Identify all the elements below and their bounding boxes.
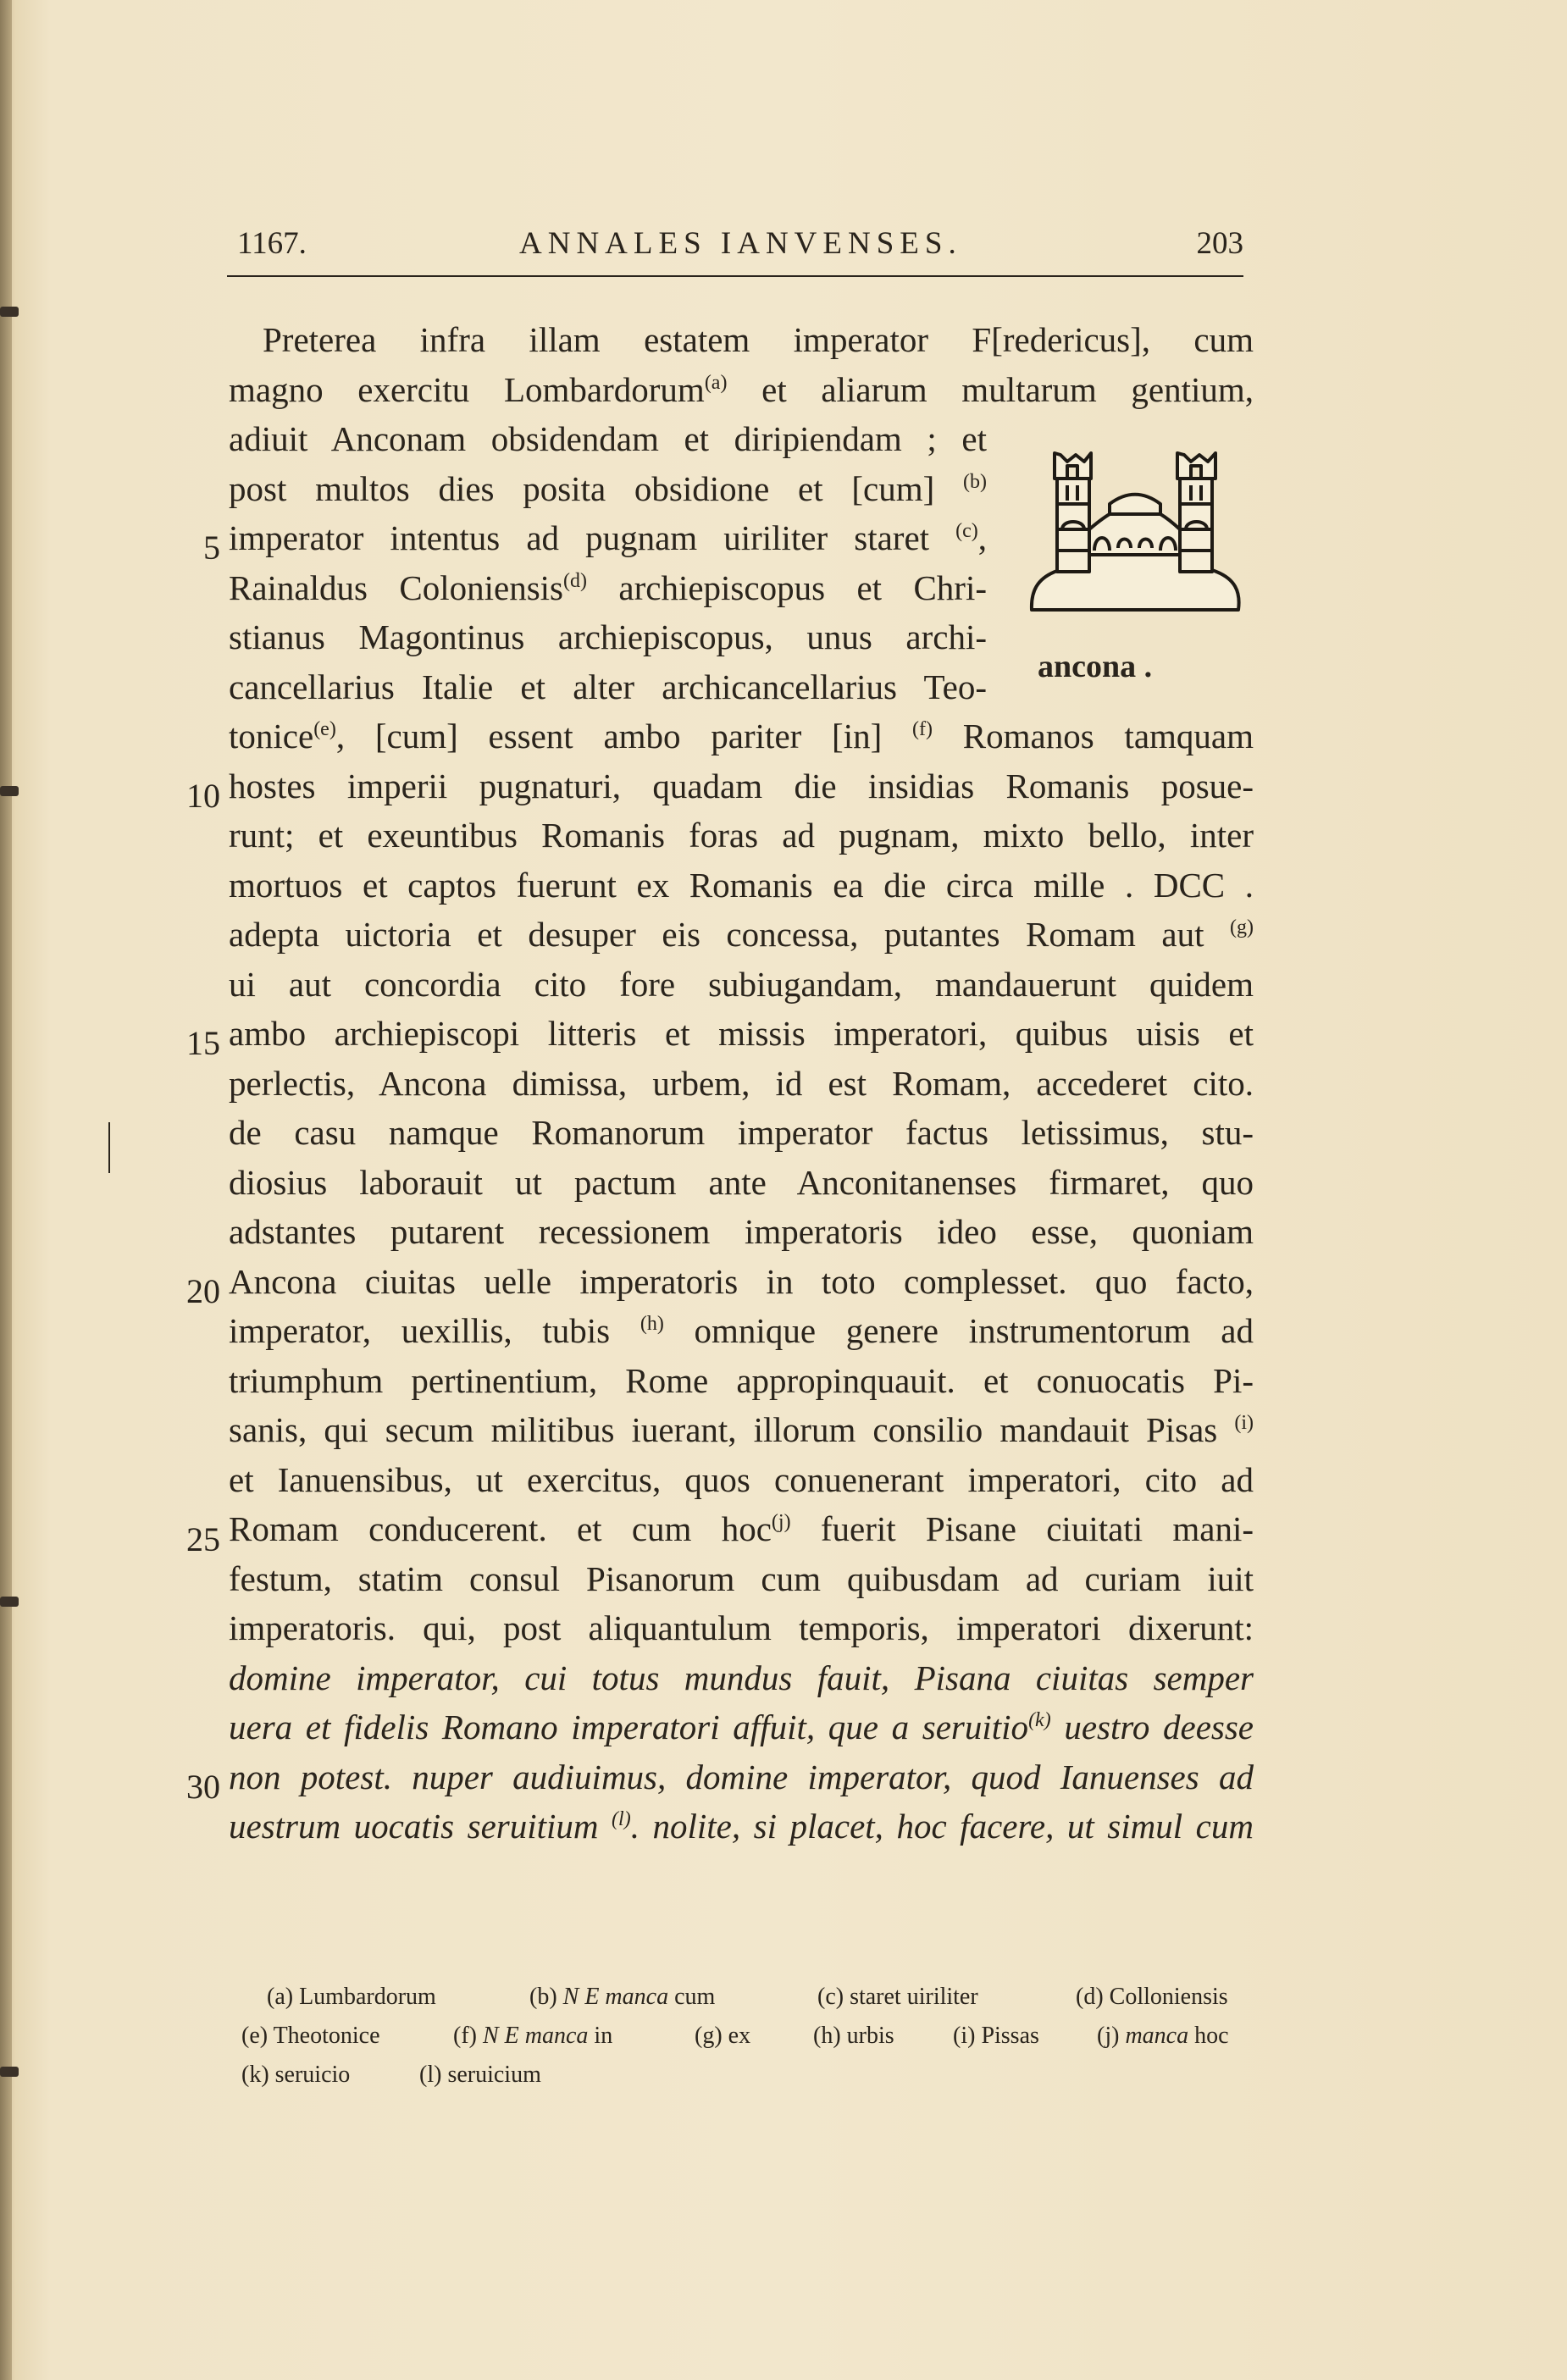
- line-number: 10: [186, 777, 220, 815]
- text-line: cancellarius Italie et alter archicancellarius Teo-: [229, 667, 987, 706]
- binding-stitch: [0, 1597, 19, 1607]
- footnote: (h) urbis: [813, 2023, 894, 2049]
- footnote: (i) Pissas: [953, 2023, 1039, 2049]
- page-binding: [0, 0, 12, 2380]
- footnote: (a) Lumbardorum: [267, 1984, 436, 2010]
- text-line: festum, statim consul Pisanorum cum quibusdam ad curiam iuit: [229, 1558, 1254, 1598]
- footnote: (j) manca hoc: [1097, 2023, 1229, 2049]
- footnote: (d) Colloniensis: [1076, 1984, 1228, 2010]
- note-mark: (g): [1230, 916, 1254, 938]
- text-line: imperator, uexillis, tubis $^{(h)}$ omnique genere instrumentorum ad: [229, 1311, 1254, 1350]
- text-line: ui aut concordia cito fore subiugandam, mandauerunt quidem: [229, 964, 1254, 1004]
- text-line: non potest. nuper audiuimus, domine imperator, quod Ianuenses ad: [229, 1757, 1254, 1796]
- note-mark: (e): [313, 718, 336, 740]
- binding-stitch: [0, 2067, 19, 2077]
- text-line: imperatoris. qui, post aliquantulum temporis, imperatori dixerunt:: [229, 1608, 1254, 1647]
- text-line: adepta uictoria et desuper eis concessa, putantes Romam aut $^{(g)}$: [229, 915, 1254, 954]
- note-mark: (f): [912, 718, 933, 740]
- footnote: (g) ex: [695, 2023, 751, 2049]
- header-title: ANNALES IANVENSES.: [519, 226, 962, 261]
- text-line: stianus Magontinus archiepiscopus, unus archi-: [229, 617, 987, 656]
- line-number: 25: [186, 1520, 220, 1558]
- note-mark: (l): [612, 1808, 631, 1830]
- header-year: 1167.: [237, 226, 307, 261]
- text-line: adiuit Anconam obsidendam et diripiendam ; et: [229, 419, 987, 458]
- footnote: (c) staret uiriliter: [817, 1984, 978, 2010]
- figure-caption: ancona .: [1038, 649, 1153, 684]
- text-line: de casu namque Romanorum imperator factus letissimus, stu-: [229, 1113, 1254, 1152]
- note-mark: (c): [955, 520, 978, 542]
- note-mark: (i): [1234, 1412, 1254, 1434]
- text-line: mortuos et captos fuerunt ex Romanis ea die circa mille . DCC .: [229, 865, 1254, 905]
- text-line: uera et fidelis Romano imperatori affuit, que a seruitio$^{(k)}$ uestro deesse: [229, 1708, 1254, 1746]
- footnotes: [241, 1978, 1249, 2095]
- note-mark: (h): [640, 1313, 664, 1335]
- footnote-row: [241, 2056, 1249, 2095]
- note-mark: (b): [963, 470, 987, 493]
- page-number: 203: [1196, 226, 1243, 261]
- line-number: 30: [186, 1768, 220, 1806]
- footnote: (k) seruicio: [241, 2062, 351, 2088]
- castle-icon: [1025, 445, 1245, 631]
- text-line: Romam conducerent. et cum hoc$^{(j)}$ fuerit Pisane ciuitati mani-: [229, 1509, 1254, 1548]
- line-number: 5: [203, 529, 220, 567]
- text-line: tonice$^{(e)}$, [cum] essent ambo pariter [in] $^{(f)}$ Romanos tamquam: [229, 717, 1254, 756]
- text-line: imperator intentus ad pugnam uiriliter staret $^{(c)}$,: [229, 518, 987, 557]
- text-line: Rainaldus Coloniensis$^{(d)}$ archiepiscopus et Chri-: [229, 567, 987, 607]
- text-line: triumphum pertinentium, Rome appropinquauit. et conuocatis Pi-: [229, 1360, 1254, 1400]
- text-line: sanis, qui secum militibus iuerant, illorum consilio mandauit Pisas $^{(i)}$: [229, 1410, 1254, 1449]
- note-mark: (a): [704, 371, 728, 394]
- text-line: Preterea infra illam estatem imperator F[redericus], cum: [263, 320, 1254, 359]
- text-line: uestrum uocatis seruitium $^{(l)}$. nolite, si placet, hoc facere, ut simul cum: [229, 1807, 1254, 1846]
- note-mark: (d): [563, 569, 587, 592]
- footnote-row: [241, 2017, 1249, 2056]
- text-line: et Ianuensibus, ut exercitus, quos conuenerant imperatori, cito ad: [229, 1459, 1254, 1499]
- ancona-illustration: [1025, 445, 1245, 699]
- text-line: post multos dies posita obsidione et [cum] $^{(b)}$: [229, 468, 987, 508]
- running-header: [227, 222, 1243, 264]
- text-line: ambo archiepiscopi litteris et missis imperatori, quibus uisis et: [229, 1014, 1254, 1053]
- footnote: (e) Theotonice: [241, 2023, 380, 2049]
- text-line: domine imperator, cui totus mundus fauit, Pisana ciuitas semper: [229, 1658, 1254, 1697]
- note-mark: (j): [771, 1511, 791, 1533]
- line-number: 20: [186, 1272, 220, 1310]
- text-line: hostes imperii pugnaturi, quadam die insidias Romanis posue-: [229, 766, 1254, 805]
- note-mark: (k): [1028, 1709, 1051, 1731]
- text-line: diosius laborauit ut pactum ante Anconitanenses firmaret, quo: [229, 1162, 1254, 1202]
- margin-pencil-mark: [108, 1122, 110, 1173]
- line-number: 15: [186, 1024, 220, 1062]
- text-line: runt; et exeuntibus Romanis foras ad pugnam, mixto bello, inter: [229, 816, 1254, 855]
- binding-stitch: [0, 786, 19, 796]
- header-rule: [227, 275, 1243, 277]
- footnote-row: [241, 1978, 1249, 2017]
- footnote: (f) N E manca in: [453, 2023, 613, 2049]
- binding-stitch: [0, 307, 19, 317]
- text-line: magno exercitu Lombardorum$^{(a)}$ et aliarum multarum gentium,: [229, 369, 1254, 409]
- text-line: perlectis, Ancona dimissa, urbem, id est Romam, accederet cito.: [229, 1063, 1254, 1103]
- footnote: (l) seruicium: [419, 2062, 541, 2088]
- text-line: Ancona ciuitas uelle imperatoris in toto complesset. quo facto,: [229, 1261, 1254, 1301]
- footnote: (b) N E manca cum: [529, 1984, 716, 2010]
- text-line: adstantes putarent recessionem imperatoris ideo esse, quoniam: [229, 1212, 1254, 1251]
